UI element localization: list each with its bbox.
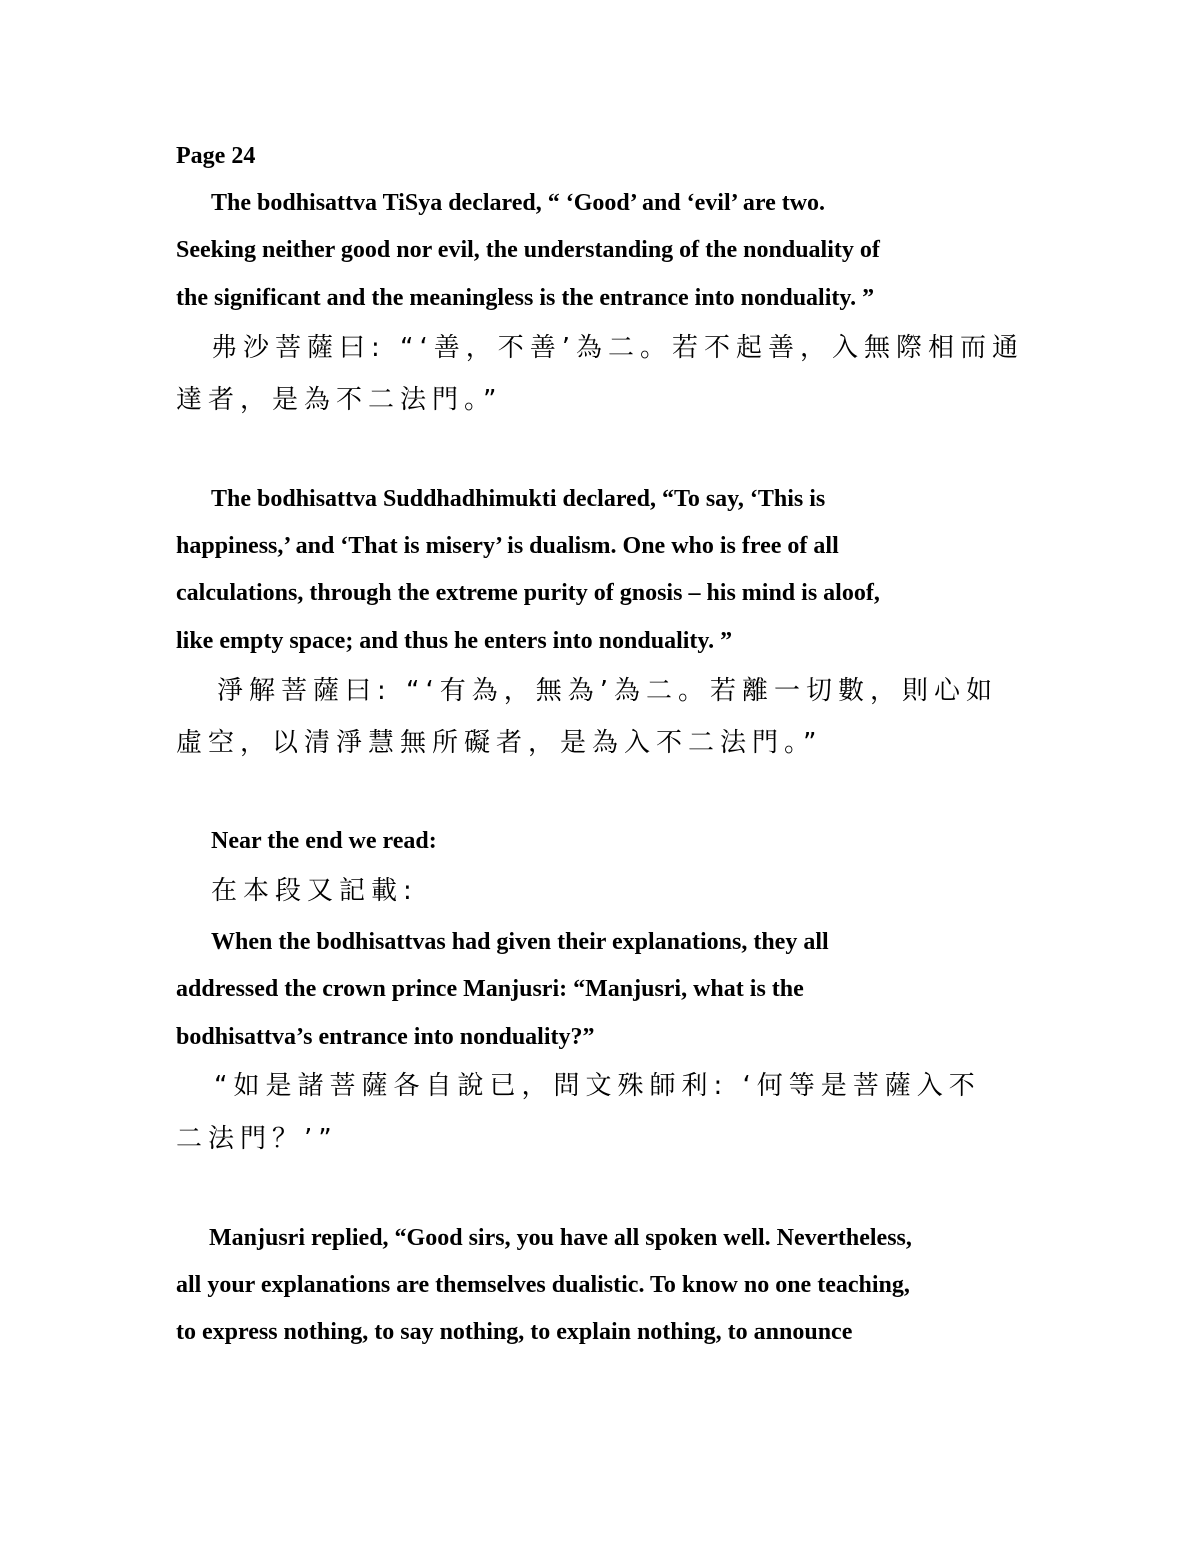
bodhisattvas-english-line-2: addressed the crown prince Manjusri: “Manjusri, what is the [176, 976, 804, 1002]
suddhadhimukti-english-line-4: like empty space; and thus he enters into nonduality. ” [176, 628, 733, 654]
manjusri-english-line-1: Manjusri replied, “Good sirs, you have all spoken well. Nevertheless, [209, 1225, 912, 1251]
manjusri-english-line-2: all your explanations are themselves dualistic. To know no one teaching, [176, 1272, 910, 1298]
tisya-english-line-1: The bodhisattva TiSya declared, “ ‘Good’ and ‘evil’ are two. [211, 190, 826, 216]
suddhadhimukti-english-line-2: happiness,’ and ‘That is misery’ is dualism. One who is free of all [176, 533, 839, 559]
page-number: Page 24 [176, 143, 256, 169]
suddhadhimukti-chinese-line-2: 虛空，以清淨慧無所礙者，是為入不二法門。” [176, 728, 823, 758]
bodhisattvas-english-line-1: When the bodhisattvas had given their explanations, they all [211, 929, 829, 955]
suddhadhimukti-english-line-1: The bodhisattva Suddhadhimukti declared, “To say, ‘This is [211, 486, 826, 512]
suddhadhimukti-chinese-line-1: 淨解菩薩曰: “‘有為，無為’為二。若離一切數，則心如 [217, 676, 999, 706]
tisya-english-line-2: Seeking neither good nor evil, the understanding of the nonduality of [176, 237, 880, 263]
tisya-chinese-line-2: 達者，是為不二法門。” [176, 385, 503, 415]
suddhadhimukti-english-line-3: calculations, through the extreme purity of gnosis – his mind is aloof, [176, 580, 880, 606]
manjusri-english-line-3: to express nothing, to say nothing, to explain nothing, to announce [176, 1319, 853, 1345]
tisya-chinese-line-1: 弗沙菩薩曰: “‘善，不善’為二。若不起善，入無際相而通 [211, 333, 1025, 363]
tisya-english-line-3: the significant and the meaningless is the entrance into nonduality. ” [176, 285, 875, 311]
near-end-english: Near the end we read: [211, 828, 437, 854]
bodhisattvas-chinese-line-1: “如是諸菩薩各自說已，問文殊師利: ‘何等是菩薩入不 [214, 1071, 981, 1101]
bodhisattvas-chinese-line-2: 二法門？’” [176, 1124, 338, 1154]
near-end-chinese: 在本段又記載: [211, 876, 418, 906]
bodhisattvas-english-line-3: bodhisattva’s entrance into nonduality?” [176, 1024, 595, 1050]
